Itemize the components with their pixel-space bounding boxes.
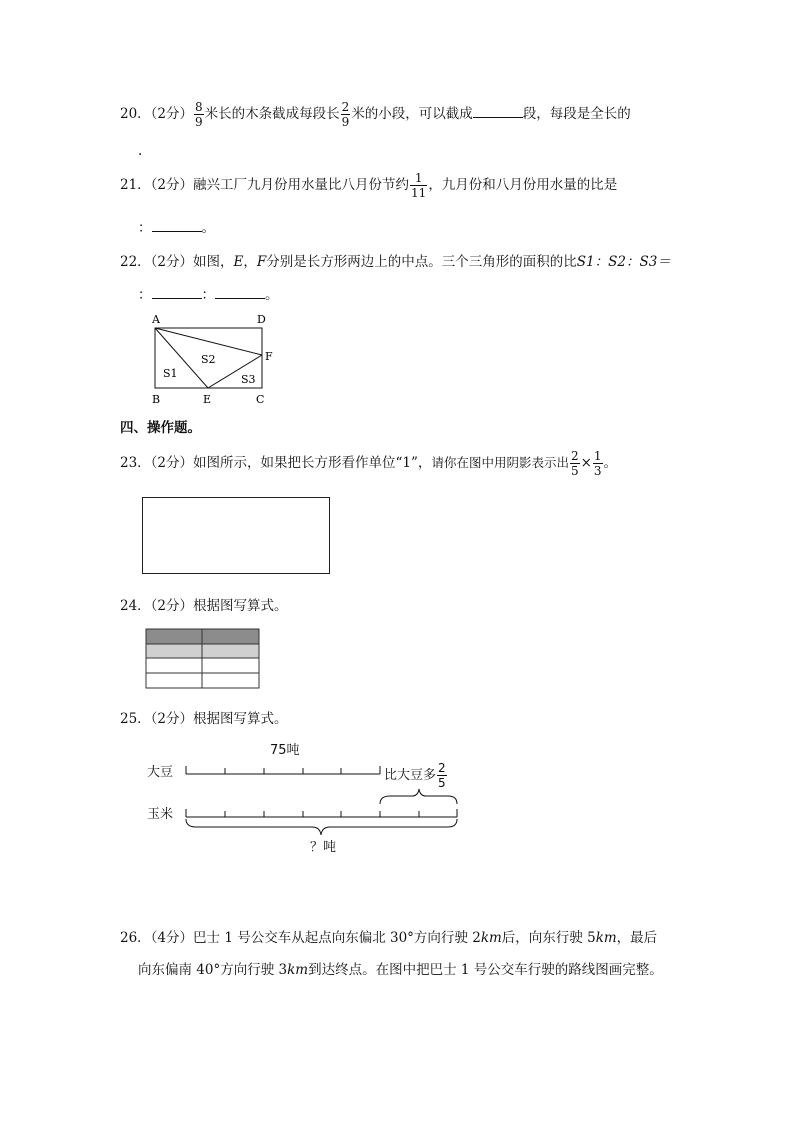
colon: ： <box>138 287 152 303</box>
answer-blank[interactable] <box>152 219 202 232</box>
q22-line2 <box>138 283 279 303</box>
fraction-8-9: $\frac{8}{9}$ <box>195 100 203 129</box>
unit-km: km <box>480 930 502 946</box>
label-s3: S3 <box>241 373 256 386</box>
unit-km: km <box>595 930 617 946</box>
label-75-tons: 75吨 <box>270 743 300 758</box>
question-25 <box>120 707 288 727</box>
fraction-2-9: $\frac{2}{9}$ <box>341 100 350 129</box>
fraction-1-3: $\frac{1}{3}$ <box>593 449 602 478</box>
period: 。 <box>201 220 215 236</box>
q21-prefix: 21．（2分） <box>120 177 194 193</box>
colon: ： <box>138 220 152 236</box>
label-s1: S1 <box>163 367 178 380</box>
q25-text: 根据图写算式。 <box>193 711 288 727</box>
q20-text2: 米的小段，可以截成 <box>351 106 473 122</box>
area-ratio: S1：S2：S3＝ <box>576 254 671 270</box>
fraction-2-5: $\frac{2}{5}$ <box>570 449 579 478</box>
q23-text1: 如图所示，如果把长方形看作单位“1”， <box>193 455 432 471</box>
question-24 <box>120 594 288 614</box>
label-corn: 玉米 <box>147 807 174 822</box>
question-26 <box>120 926 657 946</box>
times-sign: × <box>580 455 592 471</box>
period: 。 <box>265 287 279 303</box>
q22-text2: 分别是长方形两边上的中点。三个三角形的面积的比 <box>266 254 577 270</box>
q21-line2 <box>138 216 215 236</box>
q20-text3: 段，每段是全长的 <box>522 106 631 122</box>
q26-text3: ，最后 <box>616 930 658 946</box>
more-text: 比大豆多 <box>384 768 437 783</box>
section-heading: 四、操作题。 <box>120 420 201 436</box>
fraction-2-5: $\frac{2}{5}$ <box>438 761 446 790</box>
question-26-line2 <box>138 958 663 978</box>
q20-prefix: 20．（2分） <box>120 106 194 122</box>
q26-text1: 巴士 1 号公交车从起点向东偏北 30°方向行驶 2 <box>193 930 481 946</box>
period: 。 <box>603 455 618 471</box>
question-22 <box>120 250 671 270</box>
q21-text1: 融兴工厂九月份用水量比八月份节约 <box>193 177 410 193</box>
q26-prefix: 26．（4分） <box>120 930 194 946</box>
answer-blank[interactable] <box>152 286 202 299</box>
q26-text5: 到达终点。在图中把巴士 1 号公交车行驶的路线图画完整。 <box>308 962 663 978</box>
label-b: B <box>152 393 161 406</box>
q20-line2: . <box>138 143 143 159</box>
q26-text2: 后，向东行驶 5 <box>501 930 596 946</box>
q21-text2: ，九月份和八月份用水量的比是 <box>428 177 618 193</box>
point-e: E <box>233 254 244 270</box>
label-f: F <box>265 350 273 363</box>
label-s2: S2 <box>201 353 216 366</box>
q24-prefix: 24．（2分） <box>120 598 194 614</box>
q24-text: 根据图写算式。 <box>193 598 288 614</box>
rectangle-triangle-figure <box>146 310 286 410</box>
fraction-1-11: $\frac{1}{11}$ <box>411 171 427 200</box>
label-question-tons: ？吨 <box>310 840 337 855</box>
q26-text4: 向东偏南 40°方向行驶 3 <box>138 962 288 978</box>
label-a: A <box>152 313 160 326</box>
label-e: E <box>203 393 212 406</box>
label-d: D <box>257 313 266 326</box>
q22-text1: 如图， <box>193 254 234 270</box>
q25-prefix: 25．（2分） <box>120 711 194 727</box>
unit-km: km <box>287 962 309 978</box>
q20-text1: 米长的木条截成每段长 <box>204 106 340 122</box>
label-soybean: 大豆 <box>147 765 174 780</box>
shaded-grid-figure <box>145 628 261 690</box>
question-23 <box>120 450 617 477</box>
line-segment-diagram <box>180 760 470 840</box>
comma: ， <box>243 254 257 270</box>
question-21 <box>120 172 617 199</box>
point-f: F <box>256 254 267 270</box>
q23-prefix: 23．（2分） <box>120 455 194 471</box>
q23-text2: 请你在图中用阴影表示出 <box>431 455 569 470</box>
label-c: C <box>256 393 265 406</box>
answer-blank[interactable] <box>473 105 523 118</box>
question-20 <box>120 101 631 128</box>
colon: ： <box>201 287 215 303</box>
q22-prefix: 22．（2分） <box>120 254 194 270</box>
answer-blank[interactable] <box>215 286 265 299</box>
unit-rectangle[interactable] <box>142 497 330 574</box>
